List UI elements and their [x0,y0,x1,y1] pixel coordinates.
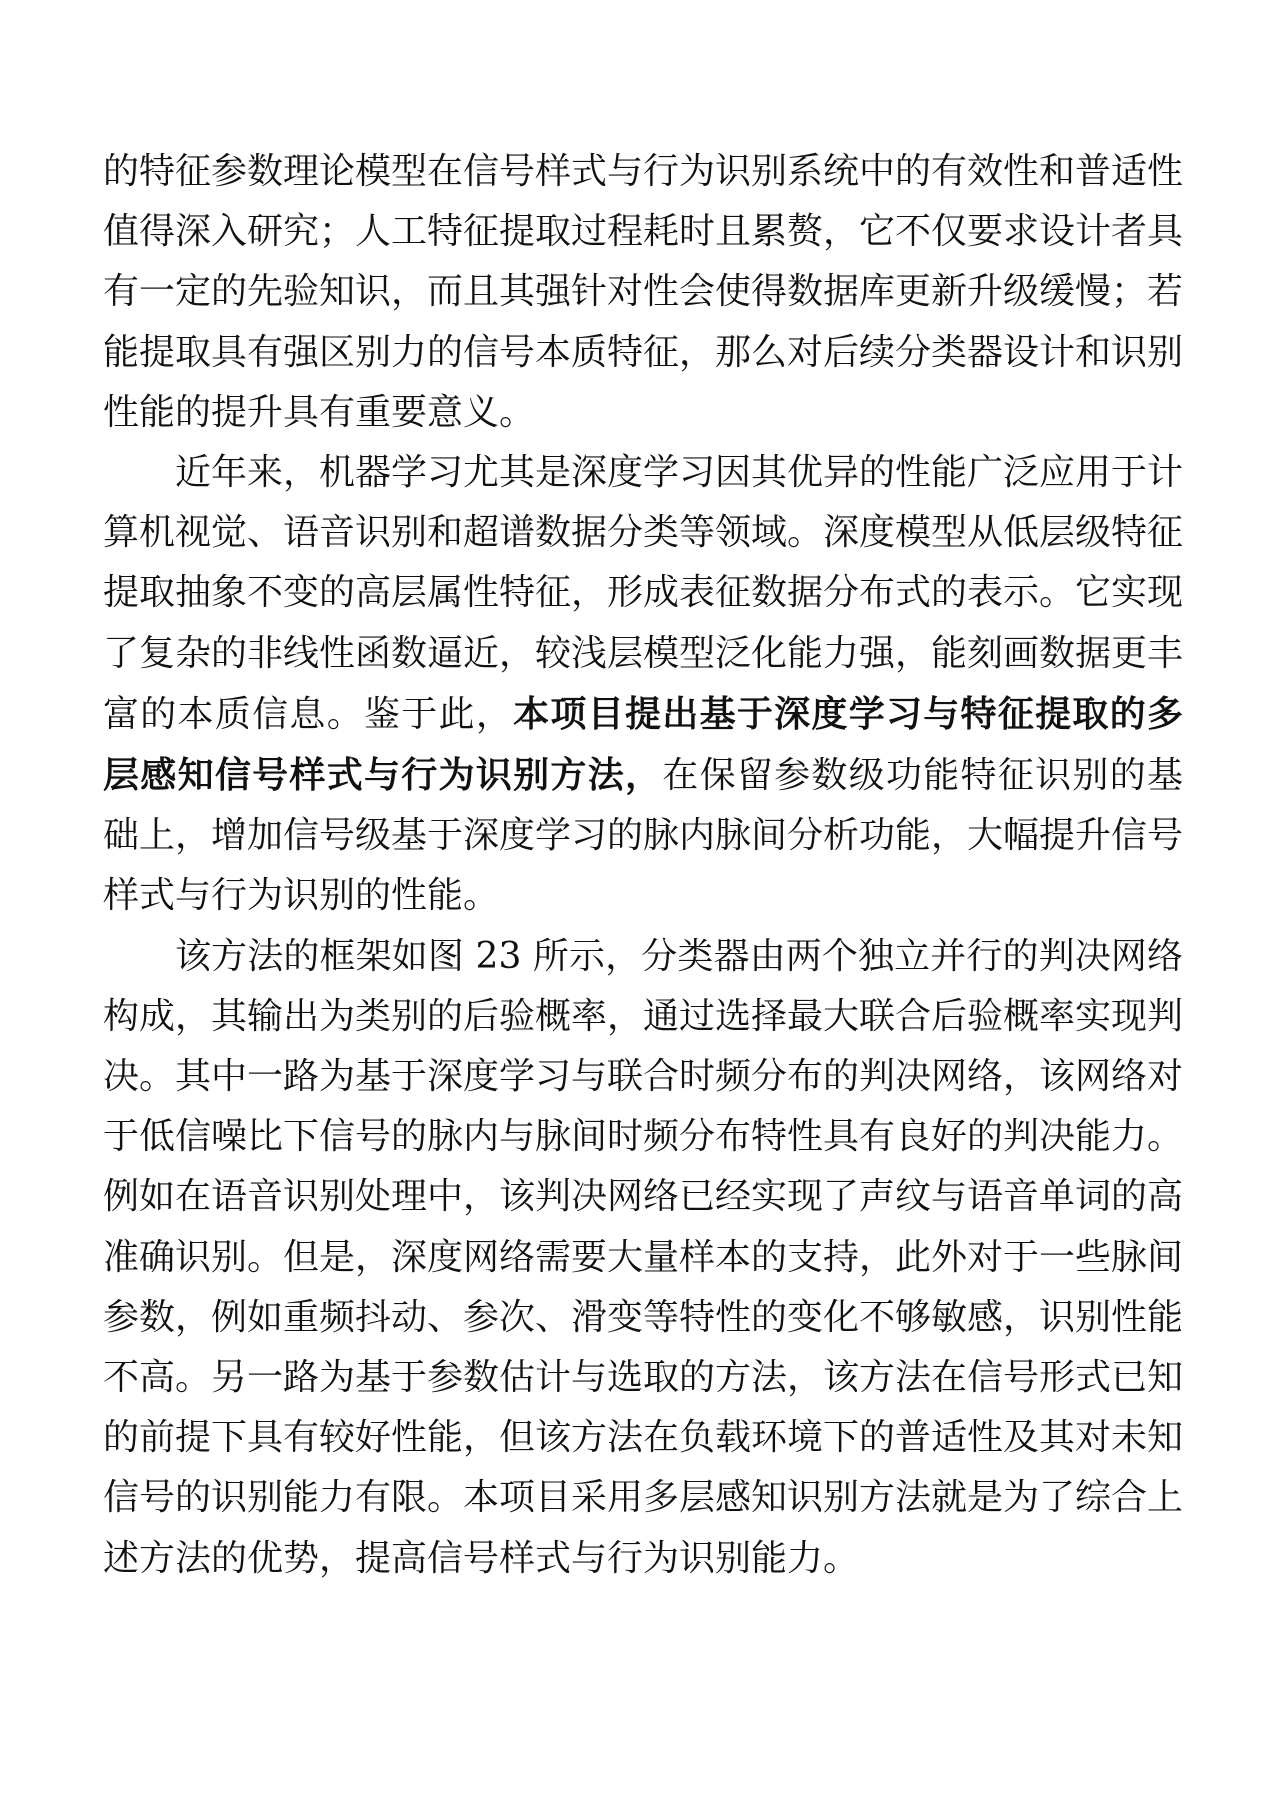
paragraph-deep-learning-intro: 近年来，机器学习尤其是深度学习因其优异的性能广泛应用于计算机视觉、语音识别和超谱数据分类等领域。深度模型从低层级特征提取抽象不变的高层属性特征，形成表征数据分布式的表示。它实现了复杂的非线性函数逼近，较浅层模型泛化能力强，能刻画数据更丰富的本质信息。鉴于此， [103,452,1184,735]
paragraph-deep-learning-conclusion: 在保留参数级功能特征识别的基础上，增加信号级基于深度学习的脉内脉间分析功能，大幅提升信号样式与行为识别的性能。 [103,755,1184,917]
paragraph-deep-learning [103,443,1183,927]
paragraph-method-framework: 该方法的框架如图 23 所示，分类器由两个独立并行的判决网络构成，其输出为类别的后验概率，通过选择最大联合后验概率实现判决。其中一路为基于深度学习与联合时频分布的判决网络，该网络对于低信噪比下信号的脉内与脉间时频分布特性具有良好的判决能力。例如在语音识别处理中，该判决网络已经实现了声纹与语音单词的高准确识别。但是，深度网络需要大量样本的支持，此外对于一些脉间参数，例如重频抖动、参次、滑变等特性的变化不够敏感，识别性能不高。另一路为基于参数估计与选取的方法，该方法在信号形式已知的前提下具有较好性能，但该方法在负载环境下的普适性及其对未知信号的识别能力有限。本项目采用多层感知识别方法就是为了综合上述方法的优势，提高信号样式与行为识别能力。 [103,935,1184,1579]
bold-project-statement: 本项目提出基于深度学习与特征提取的多层感知信号样式与行为识别方法， [103,692,1183,797]
body-text [103,142,1183,1589]
paragraph-feature-extraction: 的特征参数理论模型在信号样式与行为识别系统中的有效性和普适性值得深入研究；人工特征提取过程耗时且累赘，它不仅要求设计者具有一定的先验知识，而且其强针对性会使得数据库更新升级缓慢；若能提取具有强区别力的信号本质特征，那么对后续分类器设计和识别性能的提升具有重要意义。 [103,151,1184,433]
